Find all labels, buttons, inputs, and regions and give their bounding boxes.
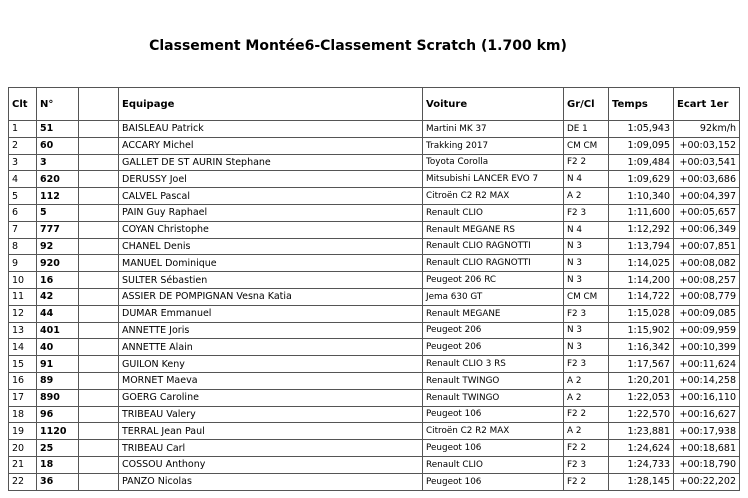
cell-dossard: 18	[37, 456, 79, 473]
cell-grcl: F2 2	[564, 440, 609, 457]
cell-blank	[79, 389, 119, 406]
cell-blank	[79, 406, 119, 423]
cell-blank	[79, 339, 119, 356]
cell-grcl: F2 2	[564, 154, 609, 171]
cell-clt: 12	[9, 305, 37, 322]
cell-clt: 13	[9, 322, 37, 339]
cell-equipage: DERUSSY Joel	[119, 171, 423, 188]
table-row	[9, 473, 740, 490]
cell-dossard: 25	[37, 440, 79, 457]
cell-ecart: +00:10,399	[674, 339, 740, 356]
cell-voiture: Peugeot 106	[423, 473, 564, 490]
cell-grcl: N 4	[564, 221, 609, 238]
cell-ecart: +00:14,258	[674, 372, 740, 389]
cell-clt: 16	[9, 372, 37, 389]
cell-ecart: +00:03,541	[674, 154, 740, 171]
cell-voiture: Renault MEGANE RS	[423, 221, 564, 238]
cell-equipage: GOERG Caroline	[119, 389, 423, 406]
cell-clt: 17	[9, 389, 37, 406]
cell-dossard: 96	[37, 406, 79, 423]
cell-dossard: 44	[37, 305, 79, 322]
cell-equipage: PANZO Nicolas	[119, 473, 423, 490]
cell-ecart: +00:17,938	[674, 423, 740, 440]
header-dossard: N°	[37, 88, 79, 121]
cell-equipage: ANNETTE Alain	[119, 339, 423, 356]
cell-equipage: MANUEL Dominique	[119, 255, 423, 272]
cell-equipage: TRIBEAU Valery	[119, 406, 423, 423]
cell-ecart: +00:07,851	[674, 238, 740, 255]
table-row	[9, 154, 740, 171]
cell-temps: 1:23,881	[609, 423, 674, 440]
cell-equipage: COYAN Christophe	[119, 221, 423, 238]
cell-ecart: +00:18,681	[674, 440, 740, 457]
cell-grcl: F2 2	[564, 406, 609, 423]
cell-temps: 1:14,200	[609, 272, 674, 289]
cell-blank	[79, 154, 119, 171]
table-row	[9, 456, 740, 473]
cell-temps: 1:05,943	[609, 121, 674, 138]
table-row	[9, 372, 740, 389]
cell-voiture: Peugeot 206	[423, 339, 564, 356]
table-row	[9, 137, 740, 154]
cell-grcl: N 3	[564, 238, 609, 255]
cell-dossard: 89	[37, 372, 79, 389]
cell-voiture: Peugeot 206	[423, 322, 564, 339]
cell-voiture: Trakking 2017	[423, 137, 564, 154]
cell-dossard: 42	[37, 288, 79, 305]
table-row	[9, 389, 740, 406]
cell-voiture: Renault MEGANE	[423, 305, 564, 322]
cell-grcl: A 2	[564, 423, 609, 440]
cell-voiture: Renault CLIO RAGNOTTI	[423, 238, 564, 255]
cell-voiture: Renault CLIO 3 RS	[423, 356, 564, 373]
cell-equipage: ACCARY Michel	[119, 137, 423, 154]
cell-voiture: Citroën C2 R2 MAX	[423, 188, 564, 205]
cell-grcl: CM CM	[564, 137, 609, 154]
cell-blank	[79, 255, 119, 272]
cell-temps: 1:14,722	[609, 288, 674, 305]
cell-voiture: Jema 630 GT	[423, 288, 564, 305]
cell-dossard: 920	[37, 255, 79, 272]
table-row	[9, 188, 740, 205]
cell-ecart: +00:03,686	[674, 171, 740, 188]
cell-temps: 1:17,567	[609, 356, 674, 373]
cell-clt: 1	[9, 121, 37, 138]
cell-temps: 1:22,053	[609, 389, 674, 406]
cell-ecart: +00:09,959	[674, 322, 740, 339]
cell-ecart: +00:08,082	[674, 255, 740, 272]
cell-equipage: CHANEL Denis	[119, 238, 423, 255]
cell-blank	[79, 204, 119, 221]
cell-clt: 15	[9, 356, 37, 373]
cell-clt: 14	[9, 339, 37, 356]
cell-blank	[79, 372, 119, 389]
cell-ecart: +00:06,349	[674, 221, 740, 238]
cell-temps: 1:15,028	[609, 305, 674, 322]
cell-dossard: 40	[37, 339, 79, 356]
table-row	[9, 272, 740, 289]
table-row	[9, 221, 740, 238]
cell-dossard: 890	[37, 389, 79, 406]
cell-equipage: TRIBEAU Carl	[119, 440, 423, 457]
cell-dossard: 112	[37, 188, 79, 205]
cell-grcl: N 3	[564, 339, 609, 356]
cell-blank	[79, 440, 119, 457]
cell-clt: 19	[9, 423, 37, 440]
table-row	[9, 440, 740, 457]
table-row	[9, 255, 740, 272]
table-row	[9, 204, 740, 221]
cell-dossard: 620	[37, 171, 79, 188]
cell-dossard: 1120	[37, 423, 79, 440]
table-row	[9, 305, 740, 322]
cell-grcl: DE 1	[564, 121, 609, 138]
table-header-row	[9, 88, 740, 121]
cell-blank	[79, 137, 119, 154]
cell-equipage: ASSIER DE POMPIGNAN Vesna Katia	[119, 288, 423, 305]
cell-blank	[79, 288, 119, 305]
header-ecart: Ecart 1er	[674, 88, 740, 121]
cell-ecart: +00:05,657	[674, 204, 740, 221]
cell-dossard: 3	[37, 154, 79, 171]
cell-clt: 21	[9, 456, 37, 473]
cell-temps: 1:09,629	[609, 171, 674, 188]
cell-clt: 6	[9, 204, 37, 221]
cell-dossard: 51	[37, 121, 79, 138]
cell-grcl: F2 3	[564, 305, 609, 322]
cell-temps: 1:15,902	[609, 322, 674, 339]
cell-ecart: +00:03,152	[674, 137, 740, 154]
header-equipage: Equipage	[119, 88, 423, 121]
cell-clt: 20	[9, 440, 37, 457]
cell-clt: 4	[9, 171, 37, 188]
cell-blank	[79, 188, 119, 205]
cell-temps: 1:09,095	[609, 137, 674, 154]
cell-dossard: 92	[37, 238, 79, 255]
cell-clt: 5	[9, 188, 37, 205]
cell-equipage: MORNET Maeva	[119, 372, 423, 389]
cell-dossard: 777	[37, 221, 79, 238]
cell-ecart: +00:11,624	[674, 356, 740, 373]
cell-blank	[79, 305, 119, 322]
cell-clt: 2	[9, 137, 37, 154]
table-row	[9, 171, 740, 188]
cell-temps: 1:14,025	[609, 255, 674, 272]
cell-clt: 18	[9, 406, 37, 423]
table-row	[9, 238, 740, 255]
cell-ecart: +00:16,627	[674, 406, 740, 423]
cell-equipage: GALLET DE ST AURIN Stephane	[119, 154, 423, 171]
cell-blank	[79, 221, 119, 238]
cell-grcl: A 2	[564, 188, 609, 205]
cell-voiture: Peugeot 206 RC	[423, 272, 564, 289]
cell-voiture: Martini MK 37	[423, 121, 564, 138]
cell-temps: 1:24,624	[609, 440, 674, 457]
header-temps: Temps	[609, 88, 674, 121]
header-grcl: Gr/Cl	[564, 88, 609, 121]
cell-ecart: +00:22,202	[674, 473, 740, 490]
cell-blank	[79, 473, 119, 490]
cell-temps: 1:13,794	[609, 238, 674, 255]
results-body	[9, 121, 740, 491]
table-row	[9, 406, 740, 423]
header-blank	[79, 88, 119, 121]
table-row	[9, 288, 740, 305]
table-row	[9, 322, 740, 339]
page-title: Classement Montée6-Classement Scratch (1.700 km)	[149, 38, 567, 54]
cell-clt: 10	[9, 272, 37, 289]
cell-voiture: Mitsubishi LANCER EVO 7	[423, 171, 564, 188]
cell-clt: 8	[9, 238, 37, 255]
cell-equipage: DUMAR Emmanuel	[119, 305, 423, 322]
cell-blank	[79, 423, 119, 440]
cell-ecart: +00:09,085	[674, 305, 740, 322]
cell-equipage: GUILON Keny	[119, 356, 423, 373]
cell-temps: 1:22,570	[609, 406, 674, 423]
cell-blank	[79, 272, 119, 289]
cell-clt: 11	[9, 288, 37, 305]
cell-grcl: F2 2	[564, 473, 609, 490]
header-voiture: Voiture	[423, 88, 564, 121]
cell-grcl: N 3	[564, 255, 609, 272]
cell-voiture: Toyota Corolla	[423, 154, 564, 171]
cell-blank	[79, 356, 119, 373]
cell-grcl: N 3	[564, 272, 609, 289]
cell-dossard: 401	[37, 322, 79, 339]
cell-voiture: Peugeot 106	[423, 440, 564, 457]
cell-grcl: CM CM	[564, 288, 609, 305]
cell-temps: 1:11,600	[609, 204, 674, 221]
cell-equipage: COSSOU Anthony	[119, 456, 423, 473]
cell-blank	[79, 322, 119, 339]
cell-equipage: TERRAL Jean Paul	[119, 423, 423, 440]
cell-grcl: A 2	[564, 372, 609, 389]
cell-clt: 22	[9, 473, 37, 490]
cell-grcl: F2 3	[564, 356, 609, 373]
cell-blank	[79, 456, 119, 473]
cell-voiture: Renault TWINGO	[423, 372, 564, 389]
cell-voiture: Renault CLIO	[423, 456, 564, 473]
cell-ecart: +00:04,397	[674, 188, 740, 205]
cell-equipage: ANNETTE Joris	[119, 322, 423, 339]
cell-blank	[79, 238, 119, 255]
cell-voiture: Peugeot 106	[423, 406, 564, 423]
cell-ecart: +00:16,110	[674, 389, 740, 406]
cell-temps: 1:20,201	[609, 372, 674, 389]
cell-temps: 1:16,342	[609, 339, 674, 356]
cell-dossard: 5	[37, 204, 79, 221]
cell-equipage: PAIN Guy Raphael	[119, 204, 423, 221]
cell-dossard: 16	[37, 272, 79, 289]
cell-voiture: Renault TWINGO	[423, 389, 564, 406]
cell-equipage: SULTER Sébastien	[119, 272, 423, 289]
cell-grcl: A 2	[564, 389, 609, 406]
cell-temps: 1:24,733	[609, 456, 674, 473]
table-row	[9, 423, 740, 440]
cell-voiture: Renault CLIO RAGNOTTI	[423, 255, 564, 272]
cell-clt: 3	[9, 154, 37, 171]
cell-clt: 7	[9, 221, 37, 238]
cell-temps: 1:10,340	[609, 188, 674, 205]
cell-dossard: 91	[37, 356, 79, 373]
cell-temps: 1:12,292	[609, 221, 674, 238]
cell-ecart: +00:08,257	[674, 272, 740, 289]
cell-ecart: +00:08,779	[674, 288, 740, 305]
cell-temps: 1:28,145	[609, 473, 674, 490]
cell-grcl: N 4	[564, 171, 609, 188]
cell-dossard: 60	[37, 137, 79, 154]
cell-grcl: N 3	[564, 322, 609, 339]
cell-temps: 1:09,484	[609, 154, 674, 171]
table-row	[9, 121, 740, 138]
header-clt: Clt	[9, 88, 37, 121]
cell-equipage: BAISLEAU Patrick	[119, 121, 423, 138]
cell-voiture: Citroën C2 R2 MAX	[423, 423, 564, 440]
cell-clt: 9	[9, 255, 37, 272]
cell-grcl: F2 3	[564, 456, 609, 473]
cell-voiture: Renault CLIO	[423, 204, 564, 221]
table-row	[9, 356, 740, 373]
cell-blank	[79, 171, 119, 188]
cell-equipage: CALVEL Pascal	[119, 188, 423, 205]
cell-ecart: +00:18,790	[674, 456, 740, 473]
table-row	[9, 339, 740, 356]
cell-ecart: 92km/h	[674, 121, 740, 138]
cell-dossard: 36	[37, 473, 79, 490]
results-table	[8, 87, 740, 491]
cell-blank	[79, 121, 119, 138]
cell-grcl: F2 3	[564, 204, 609, 221]
